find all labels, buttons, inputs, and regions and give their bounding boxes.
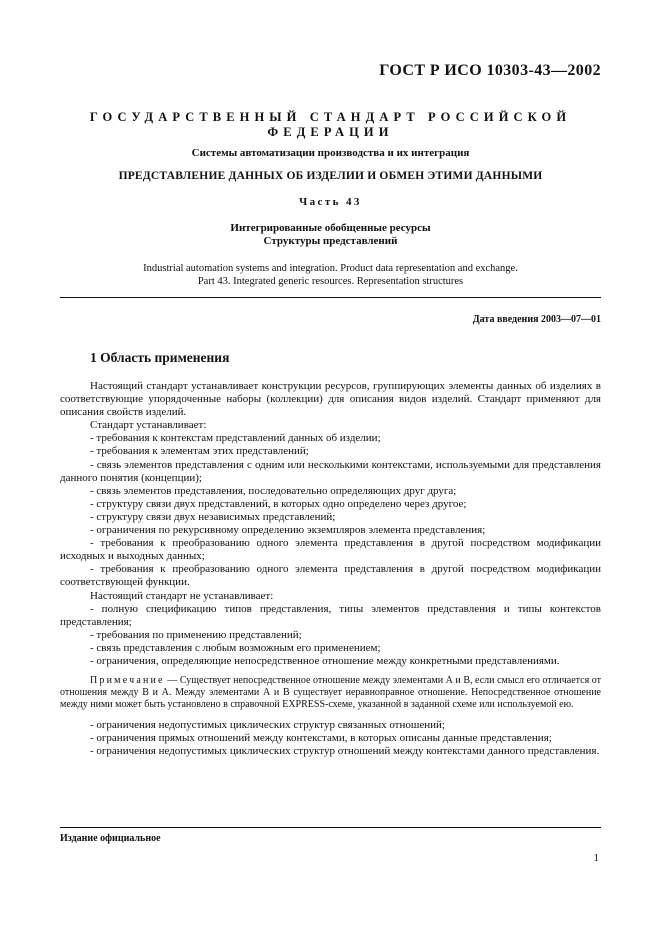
page-number: 1 (593, 852, 599, 864)
english-title-line-2: Part 43. Integrated generic resources. Representation structures (197, 276, 464, 287)
main-title: ПРЕДСТАВЛЕНИЕ ДАННЫХ ОБ ИЗДЕЛИИ И ОБМЕН ЭТИМИ ДАННЫМИ (118, 170, 543, 182)
subtitle-line-2: Структуры представлений (263, 235, 398, 247)
section-heading: 1 Область применения (90, 350, 230, 365)
list-item: - требования к преобразованию одного элемента представления в другой посредством модификации соответствующей функции. (60, 563, 601, 589)
note-text: — Существует непосредственное отношение между элементами А и В, если смысл его отличается от отношения между В и А. Между элементами А и В существует неравноправное отношение. Непосредственное отношение между ними может быть установлено в справочной EXPRESS-схеме, указанной в заданной схеме или используемой ею. (60, 675, 601, 711)
bottom-divider (60, 827, 601, 828)
subtitle-line-1: Интегрированные обобщенные ресурсы (230, 222, 431, 234)
english-title (60, 262, 601, 288)
list-item: - ограничения по рекурсивному определению экземпляров элемента представления; (90, 524, 486, 537)
list-intro: Настоящий стандарт не устанавливает: (90, 589, 274, 602)
list-item: - связь элементов представления с одним или несколькими контекстами, используемыми для представления данного понятия (концепции); (60, 458, 601, 484)
list-item: - требования к контекстам представлений данных об изделии; (90, 432, 381, 445)
list-item: - ограничения, определяющие непосредственное отношение между конкретными представлениями. (90, 654, 560, 667)
list-item: - структуру связи двух независимых представлений; (90, 510, 336, 523)
list-item: - структуру связи двух представлений, в которых одно определено через другое; (90, 497, 467, 510)
list-item: - полную спецификацию типов представления, типы элементов представления и типы контекстов представления; (60, 602, 601, 628)
document-code: ГОСТ Р ИСО 10303-43—2002 (379, 62, 601, 79)
official-edition-label: Издание официальное (60, 833, 161, 844)
list-item: - требования к элементам этих представлений; (90, 445, 309, 458)
list-item: - связь представления с любым возможным его применением; (90, 641, 381, 654)
part-subtitle (60, 222, 601, 248)
series-title: Системы автоматизации производства и их интеграция (191, 147, 470, 159)
top-divider (60, 297, 601, 298)
list-item: - связь элементов представления, последовательно определяющих друг друга; (90, 484, 457, 497)
introduction-date: Дата введения 2003—07—01 (472, 314, 601, 325)
list-intro: Стандарт устанавливает: (90, 419, 207, 432)
list-item: - ограничения недопустимых циклических структур связанных отношений; (90, 718, 445, 731)
state-standard-heading: ГОСУДАРСТВЕННЫЙ СТАНДАРТ РОССИЙСКОЙ ФЕДЕРАЦИИ (89, 110, 572, 139)
list-item: - требования к преобразованию одного элемента представления в другой посредством модификации исходных и выходных данных; (60, 537, 601, 563)
note-label: Примечание (90, 675, 165, 687)
list-item: - требования по применению представлений; (90, 628, 302, 641)
part-number: Часть 43 (299, 196, 362, 208)
paragraph: Настоящий стандарт устанавливает конструкции ресурсов, группирующих элементы данных об изделиях в соответствующие упорядоченные наборы (коллекции) для описания видов изделий. Стандарт применяют для описания свойств изделий. (60, 380, 601, 419)
list-item: - ограничения недопустимых циклических структур отношений между контекстами данного представления. (90, 744, 600, 757)
section-body (60, 380, 601, 758)
note (60, 675, 601, 712)
list-item: - ограничения прямых отношений между контекстами, в которых описаны данные представления; (90, 731, 552, 744)
english-title-line-1: Industrial automation systems and integration. Product data representation and exchange. (143, 263, 518, 274)
